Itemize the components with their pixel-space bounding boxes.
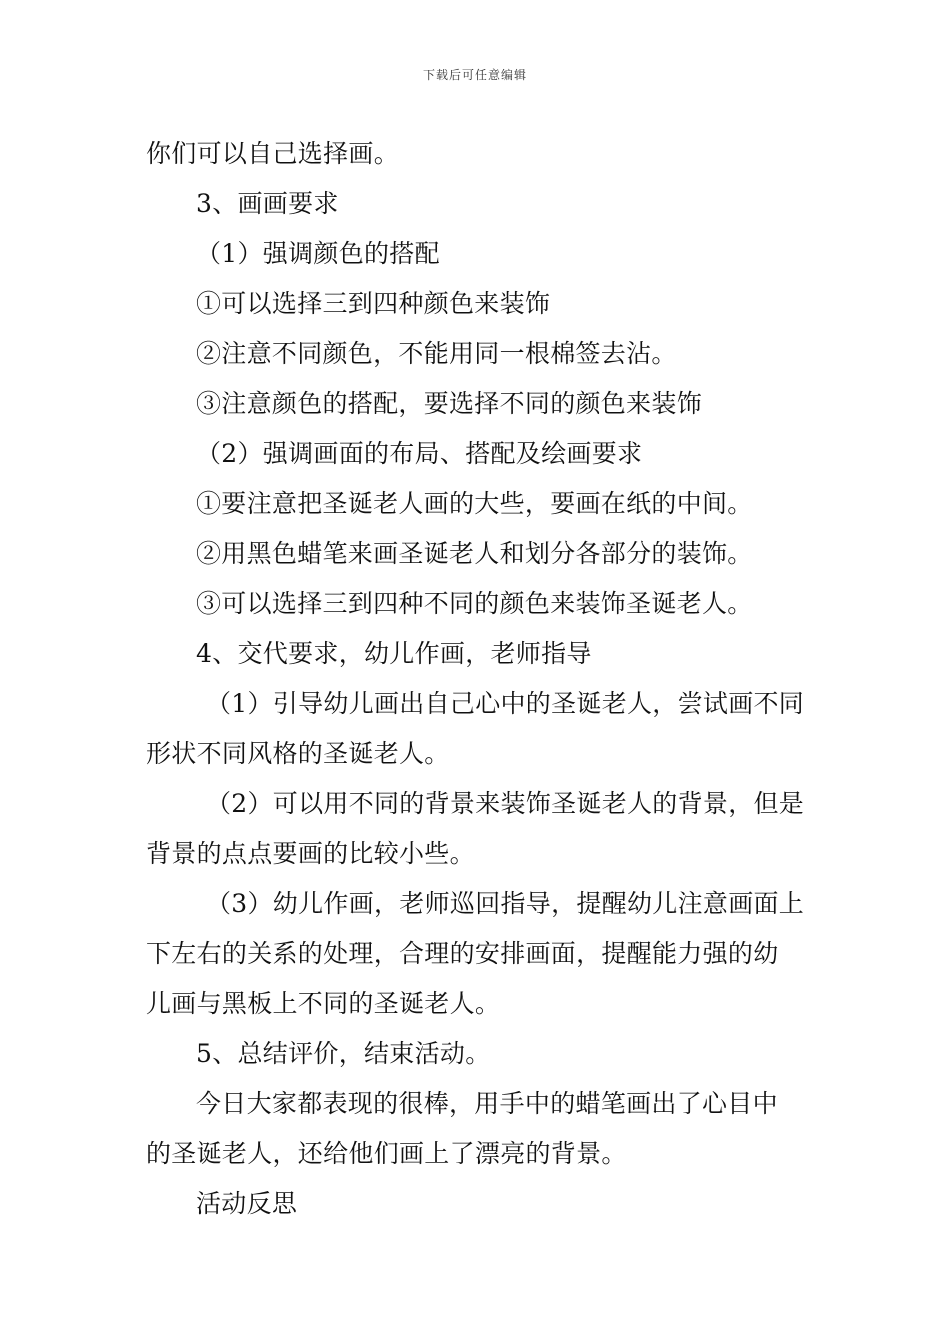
- list-item: ③注意颜色的搭配，要选择不同的颜色来装饰: [196, 389, 703, 418]
- list-item: ②用黑色蜡笔来画圣诞老人和划分各部分的装饰。: [196, 539, 753, 568]
- subsection-heading: （2）强调画面的布局、搭配及绘画要求: [196, 439, 643, 468]
- section-heading: 4、交代要求，幼儿作画，老师指导: [196, 639, 592, 668]
- paragraph-line: 形状不同风格的圣诞老人。: [146, 739, 450, 768]
- page-header: 下载后可任意编辑: [422, 68, 527, 82]
- list-item: ②注意不同颜色，不能用同一根棉签去沾。: [196, 339, 677, 368]
- document-body: [146, 129, 810, 1229]
- paragraph-line: （1）引导幼儿画出自己心中的圣诞老人，尝试画不同: [206, 689, 805, 718]
- subsection-heading: （1）强调颜色的搭配: [196, 239, 440, 268]
- paragraph-line: 儿画与黑板上不同的圣诞老人。: [146, 989, 501, 1018]
- list-item: ③可以选择三到四种不同的颜色来装饰圣诞老人。: [196, 589, 753, 618]
- paragraph-line: 背景的点点要画的比较小些。: [146, 839, 475, 868]
- paragraph-line: 的圣诞老人，还给他们画上了漂亮的背景。: [146, 1139, 627, 1168]
- paragraph-line: 今日大家都表现的很棒，用手中的蜡笔画出了心目中: [196, 1089, 778, 1118]
- list-item: ①可以选择三到四种颜色来装饰: [196, 289, 551, 318]
- section-heading: 3、画画要求: [196, 189, 339, 218]
- section-heading: 活动反思: [196, 1189, 298, 1218]
- paragraph-line: 下左右的关系的处理，合理的安排画面，提醒能力强的幼: [146, 939, 779, 968]
- paragraph-line: （3）幼儿作画，老师巡回指导，提醒幼儿注意画面上: [206, 889, 805, 918]
- list-item: ①要注意把圣诞老人画的大些，要画在纸的中间。: [196, 489, 753, 518]
- paragraph-line: 你们可以自己选择画。: [146, 139, 400, 168]
- section-heading: 5、总结评价，结束活动。: [196, 1039, 491, 1068]
- paragraph-line: （2）可以用不同的背景来装饰圣诞老人的背景，但是: [206, 789, 805, 818]
